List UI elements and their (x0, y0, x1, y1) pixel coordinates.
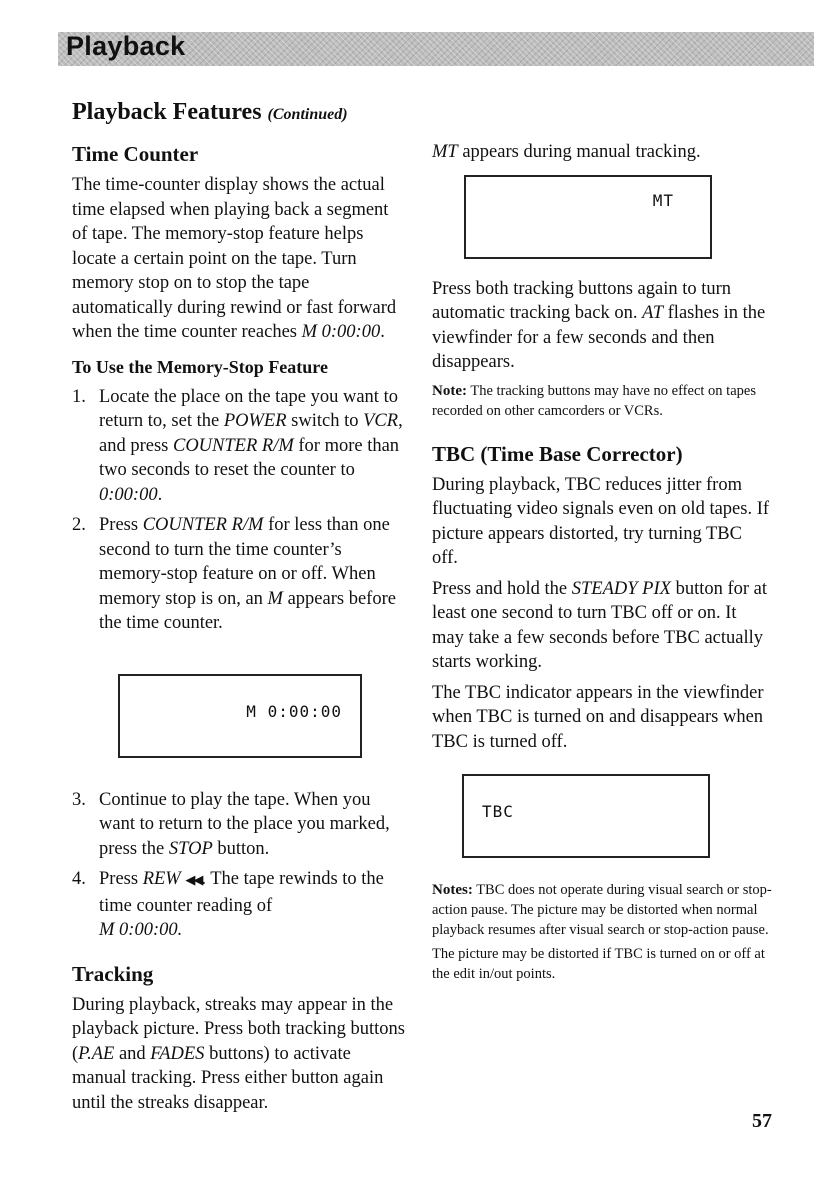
step-number: 2. (72, 515, 86, 535)
page-heading (72, 96, 408, 131)
step-text: for more than two seconds to reset the counter to (99, 435, 400, 480)
tracking-text: and (114, 1043, 151, 1064)
rew-button-label: REW (142, 869, 181, 889)
tbc-steady-pix (432, 577, 772, 675)
time-counter-heading: Time Counter (72, 142, 199, 166)
note-text: The tracking buttons may have no effect on tapes recorded on other camcorders or VCRs. (432, 382, 756, 419)
tbc-display (462, 774, 710, 858)
fades-button-label: FADES (150, 1043, 205, 1064)
note-label: Note: (432, 382, 467, 399)
intro-value: M 0:00:00 (301, 322, 381, 342)
memory-stop-steps-cont (72, 788, 408, 943)
step-text: . (157, 484, 163, 505)
tracking-display (464, 175, 712, 259)
step-number: 1. (72, 386, 86, 407)
counter-button-label: COUNTER R/M (142, 515, 264, 535)
at-indicator: AT (642, 303, 664, 323)
display-readout: TBC (482, 802, 514, 821)
step-text: , and press (99, 411, 403, 456)
rewind-icon: ◀◀ (185, 873, 202, 888)
tbc-text: button for at least one second to turn TBC off or on. It may take a few seconds before TBC actually starts working. (432, 578, 768, 672)
notes-label: Notes: (432, 882, 473, 898)
pae-button-label: P.AE (78, 1043, 115, 1064)
tracking-heading: Tracking (72, 961, 154, 986)
tracking-continued (432, 140, 772, 165)
memory-stop-steps (72, 385, 408, 636)
step-text: Continue to play the tape. When you want to return to the place you marked, press the (99, 789, 390, 859)
continued-label: (Continued) (267, 106, 348, 123)
tbc-intro: During playback, TBC reduces jitter from fluctuating video signals even on old tapes. If picture appears distorted, try turning TBC off. (432, 474, 770, 568)
zero-value: 0:00:00 (99, 484, 158, 505)
step-4 (72, 867, 408, 943)
steady-pix-button-label: STEADY PIX (571, 578, 671, 599)
power-switch-label: POWER (223, 411, 287, 431)
tracking-text: flashes in the viewfinder for a few seconds and then disappears. (432, 303, 766, 372)
display-readout: M 0:00:00 (246, 701, 342, 721)
tracking-text: appears during manual tracking. (457, 142, 701, 162)
tracking-auto (432, 277, 772, 375)
tracking-note (432, 381, 772, 421)
tracking-intro (72, 993, 408, 1116)
intro-end: . (380, 322, 385, 342)
memory-stop-display (118, 674, 362, 758)
section-banner (58, 32, 814, 66)
tbc-indicator-text: The TBC indicator appears in the viewfinder when TBC is turned on and disappears when TBC is turned off. (432, 682, 764, 752)
step-text: Locate the place on the tape you want to return to, set the (99, 386, 398, 431)
tbc-notes (432, 880, 772, 940)
counter-button-label: COUNTER R/M (172, 435, 294, 456)
section-title: Playback (66, 31, 186, 61)
left-column (72, 96, 408, 1121)
tracking-text: During playback, streaks may appear in the playback picture. Press both tracking buttons ( (72, 994, 405, 1064)
step-1 (72, 385, 408, 508)
tbc-notes-2: The picture may be distorted if TBC is turned on or off at the edit in/out points. (432, 946, 765, 982)
step-text: switch to (286, 411, 364, 431)
step-text: appears before the time counter. (99, 588, 396, 633)
step-number: 4. (72, 869, 86, 889)
display-readout: MT (652, 190, 674, 210)
step-text: Press (99, 515, 143, 535)
step-text: Press (99, 869, 143, 889)
step-text: for less than one second to turn the time counter’s memory-stop feature on or off. When memory stop is on, an (99, 515, 390, 609)
mt-indicator: MT (432, 142, 458, 162)
intro-text: The time-counter display shows the actual time elapsed when playing back a segment of tape. The memory-stop feature helps locate a certain point on the tape. Turn memory stop on to stop the tape automatically during rewind or fast forward when the time counter reaches (72, 175, 397, 342)
tbc-heading: TBC (Time Base Corrector) (432, 441, 683, 466)
step-2 (72, 513, 408, 636)
tracking-text: buttons) to activate manual tracking. Press either button again until the streaks disappear. (72, 1043, 384, 1113)
notes-text: TBC does not operate during visual search or stop-action pause. The picture may be distorted when normal playback resumes after visual search or stop-action pause. (432, 882, 772, 938)
step-text: . The tape rewinds to the time counter reading of (99, 869, 384, 916)
tracking-text: Press both tracking buttons again to turn automatic tracking back on. (432, 278, 732, 323)
m-indicator: M (267, 588, 283, 609)
memory-stop-heading: To Use the Memory-Stop Feature (72, 356, 328, 377)
time-counter-intro (72, 173, 408, 345)
counter-value: M 0:00:00. (99, 920, 183, 940)
step-3 (72, 788, 408, 862)
step-number: 3. (72, 789, 86, 810)
page-number: 57 (752, 1110, 772, 1132)
tbc-text: Press and hold the (432, 578, 572, 599)
right-column (432, 140, 772, 988)
step-text: button. (212, 838, 270, 859)
vcr-label: VCR (363, 411, 399, 431)
stop-button-label: STOP (168, 838, 213, 859)
page-heading-title: Playback Features (72, 99, 262, 125)
